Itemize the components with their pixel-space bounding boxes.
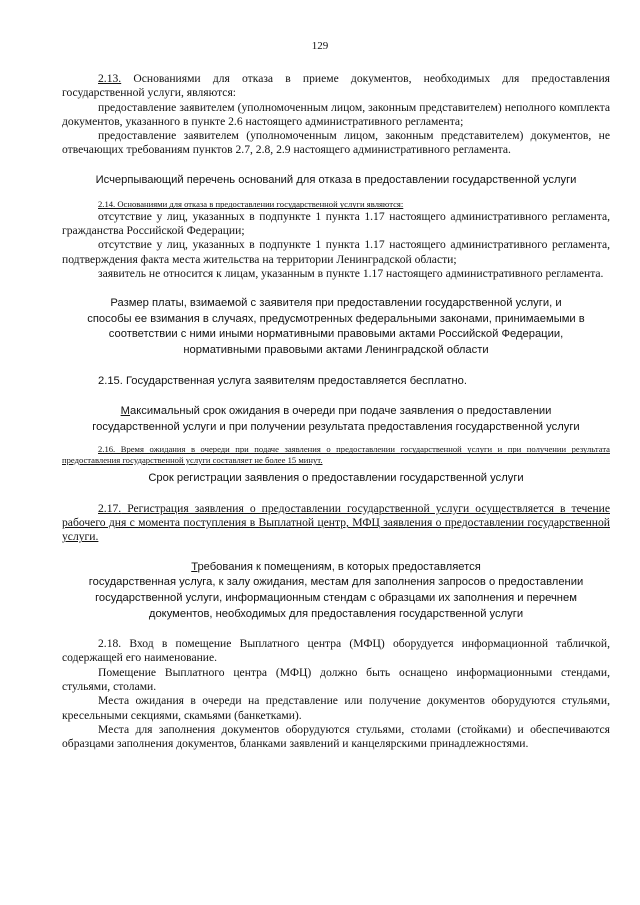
heading-premises: Требования к помещениям, в которых предоставляется государственная услуга, к залу ожидания, местам для заполнения запросов о предоставлении государственной услуги, информационным стендам с образцами их заполнения и перечнем документов, необходимых для предоставления государственной услуги — [88, 560, 584, 620]
section-2-17: 2.17. Регистрация заявления о предоставлении государственной услуги осуществляется в течение рабочего дня с момента поступления в Выплатной центр, МФЦ заявления о предоставлении государственной услуги. — [62, 501, 610, 544]
heading-refusal-grounds: Исчерпывающий перечень оснований для отказа в предоставлении государственной услуги — [95, 173, 577, 186]
section-2-13-number: 2.13. — [98, 72, 122, 85]
section-2-18-paragraph-4: Места для заполнения документов оборудуются стульями, столами (стойками) и обеспечиваются образцами заполнения документов, бланками заявлений и канцелярскими принадлежностями. — [62, 722, 610, 751]
section-2-18-paragraph-1: 2.18. Вход в помещение Выплатного центра (МФЦ) оборудуется информационной табличкой, содержащей его наименование. — [62, 637, 610, 665]
page-number: 129 — [311, 40, 329, 52]
heading-wait-time: Максимальный срок ожидания в очереди при подаче заявления о предоставлении государственной услуги и при получении результата предоставления государственной услуги — [92, 405, 580, 433]
section-2-13-intro: 2.13. Основаниями для отказа в приеме документов, необходимых для предоставления государственной услуги, являются: — [62, 72, 610, 100]
section-2-15: 2.15. Государственная услуга заявителям предоставляется бесплатно. — [98, 374, 467, 387]
section-2-14-item-3: заявитель не относится к лицам, указанным в пункте 1.17 настоящего административного регламента. — [98, 266, 604, 280]
section-2-18-paragraph-2: Помещение Выплатного центра (МФЦ) должно быть оснащено информационными стендами, стульями, столами. — [62, 665, 610, 693]
heading-registration-term: Срок регистрации заявления о предоставлении государственной услуги — [148, 472, 524, 485]
section-2-14-item-1: отсутствие у лиц, указанных в подпункте 1 пункта 1.17 настоящего административного регламента, гражданства Российской Федерации; — [62, 209, 610, 238]
section-2-14-item-2: отсутствие у лиц, указанных в подпункте 1 пункта 1.17 настоящего административного регламента, подтверждения факта места жительства на территории Ленинградской области; — [62, 238, 610, 266]
section-2-14-intro: 2.14. Основаниями для отказа в предоставлении государственной услуги являются: — [98, 199, 404, 210]
document-body — [62, 72, 610, 751]
section-2-18-paragraph-3: Места ожидания в очереди на представление или получение документов оборудуются стульями, кресельными секциями, скамьями (банкетками). — [62, 694, 610, 722]
section-2-16: 2.16. Время ожидания в очереди при подаче заявления о предоставлении государственной услуги и при получении результата предоставления государственной услуги составляет не более 15 минут. — [62, 444, 610, 465]
section-2-13-item-2: предоставление заявителем (уполномоченным лицом, законным представителем) документов, не отвечающих требованиям пунктов 2.7, 2.8, 2.9 настоящего административного регламента. — [62, 129, 610, 157]
heading-fee: Размер платы, взимаемой с заявителя при предоставлении государственной услуги, и способы ее взимания в случаях, предусмотренных федеральными законами, принимаемыми в соответствии с ними иными нормативными правовыми актами Российской Федерации, нормативными правовыми актами Ленинградской области — [87, 297, 585, 357]
section-2-13-item-1: предоставление заявителем (уполномоченным лицом, законным представителем) неполного комплекта документов, указанного в пункте 2.6 настоящего административного регламента; — [62, 100, 610, 128]
